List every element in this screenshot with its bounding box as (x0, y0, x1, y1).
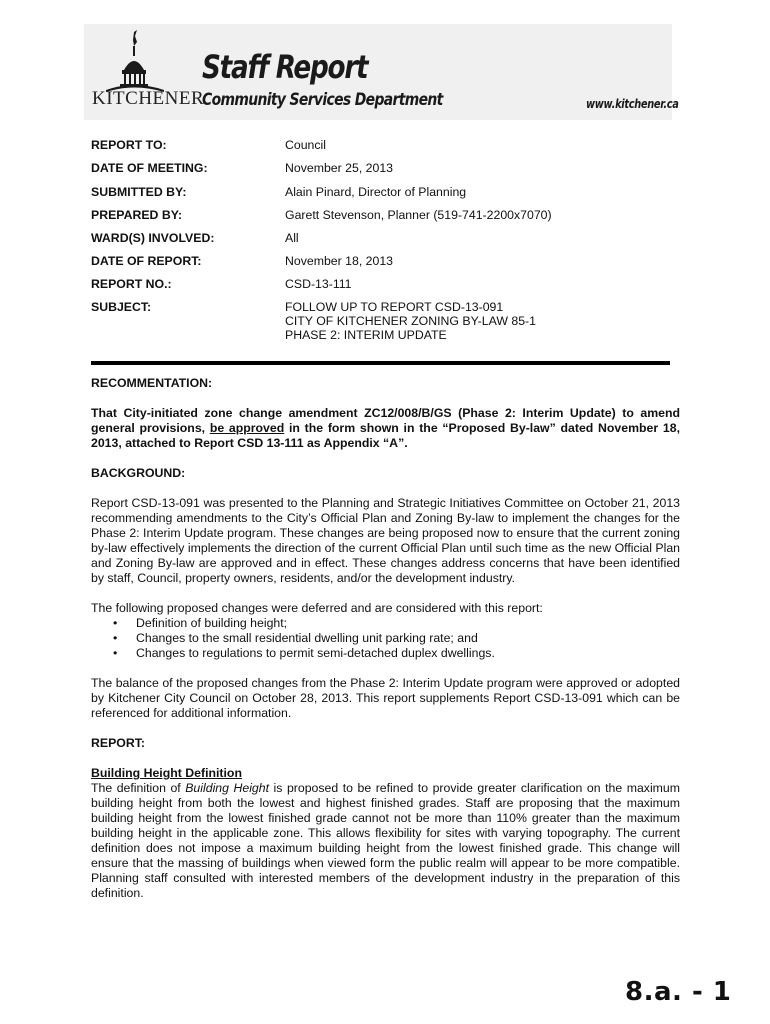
wards-value: All (285, 231, 299, 245)
subject-line-1: FOLLOW UP TO REPORT CSD-13-091 (285, 300, 504, 314)
meta-row-submitted-by (91, 185, 681, 199)
deferred-changes-list (91, 616, 680, 661)
recommendation-be-approved: be approved (209, 421, 285, 435)
building-height-term: Building Height (185, 781, 270, 795)
subject-line-2: CITY OF KITCHENER ZONING BY-LAW 85-1 (285, 314, 536, 328)
recommendation-text-start: That City-initiated zone change amendment ZC12/008/B/GS (Phase 2: Interim Update) to amend general provisions, (91, 406, 680, 435)
subject-line-3: PHASE 2: INTERIM UPDATE (285, 328, 447, 342)
date-of-meeting-value: November 25, 2013 (285, 161, 394, 175)
building-height-subheading: Building Height Definition (91, 766, 242, 780)
report-body (91, 376, 680, 901)
website-url: www.kitchener.ca (586, 97, 679, 111)
section-divider (91, 361, 670, 365)
meta-row-report-no (91, 277, 681, 291)
report-to-value: Council (285, 138, 327, 152)
list-item: • Changes to regulations to permit semi-detached duplex dwellings. (113, 646, 680, 661)
date-of-report-label: DATE OF REPORT: (91, 254, 202, 268)
list-item: • Definition of building height; (113, 616, 680, 631)
list-item: • Changes to the small residential dwelling unit parking rate; and (113, 631, 680, 646)
subject-label: SUBJECT: (91, 300, 152, 314)
report-title: Staff Report (202, 48, 368, 86)
page-number: 8.a. - 1 (625, 977, 732, 1007)
meta-row-wards (91, 231, 681, 245)
report-no-value: CSD-13-111 (285, 277, 352, 291)
background-paragraph-1: Report CSD-13-091 was presented to the Planning and Strategic Initiatives Committee on October 21, 2013 recommending amendments to the City’s Official Plan and Zoning By-law to implement the changes for the Phase 2: Interim Update program. These changes are being proposed now to ensure that the current zoning by-law effectively implements the direction of the current Official Plan until such time as the new Official Plan and Zoning By-law are approved and in effect. These changes address concerns that have been identified by staff, Council, property owners, residents, and/or the development industry. (91, 496, 680, 585)
background-paragraph-3: The balance of the proposed changes from the Phase 2: Interim Update program were approved or adopted by Kitchener City Council on October 28, 2013. This report supplements Report CSD-13-091 which can be referenced for additional information. (91, 676, 680, 720)
report-no-label: REPORT NO.: (91, 277, 172, 291)
submitted-by-value: Alain Pinard, Director of Planning (285, 185, 467, 199)
building-height-text-start: The definition of (91, 781, 186, 795)
meta-row-subject (91, 300, 681, 342)
logo-wordmark: KITCHENER (92, 88, 205, 109)
recommendation-heading: RECOMMENTATION: (91, 376, 213, 390)
report-heading: REPORT: (91, 736, 145, 750)
date-of-report-value: November 18, 2013 (285, 254, 394, 268)
building-height-paragraph (91, 781, 680, 901)
meta-row-prepared-by (91, 208, 681, 222)
prepared-by-value: Garett Stevenson, Planner (519-741-2200x7070) (285, 208, 552, 222)
department-name: Community Services Department (202, 90, 443, 110)
background-paragraph-2: The following proposed changes were deferred and are considered with this report: (91, 601, 543, 615)
recommendation-text-end: in the form shown in the “Proposed By-law” dated November 18, 2013, attached to Report CSD 13-111 as Appendix “A”. (91, 421, 680, 450)
date-of-meeting-label: DATE OF MEETING: (91, 161, 208, 175)
building-height-text-end: is proposed to be refined to provide greater clarification on the maximum building height from both the lowest and highest finished grades. Staff are proposing that the maximum building height from the lowest finished grade cannot not be more than 110% greater than the maximum building height in the applicable zone. This allows flexibility for sites with varying topography. The current definition does not impose a maximum building height from the lowest finished grade. This change will ensure that the massing of buildings when viewed form the public realm will appear to be more compatible. Planning staff consulted with interested members of the development industry in the preparation of this definition. (91, 781, 680, 900)
submitted-by-label: SUBMITTED BY: (91, 185, 187, 199)
recommendation-text (91, 406, 680, 451)
wards-label: WARD(S) INVOLVED: (91, 231, 215, 245)
subject-value (285, 300, 681, 342)
meta-row-report-to (91, 138, 681, 152)
report-metadata (91, 138, 681, 342)
background-heading: BACKGROUND: (91, 466, 186, 480)
prepared-by-label: PREPARED BY: (91, 208, 183, 222)
meta-row-date-of-meeting (91, 161, 681, 175)
report-to-label: REPORT TO: (91, 138, 167, 152)
meta-row-date-of-report (91, 254, 681, 268)
